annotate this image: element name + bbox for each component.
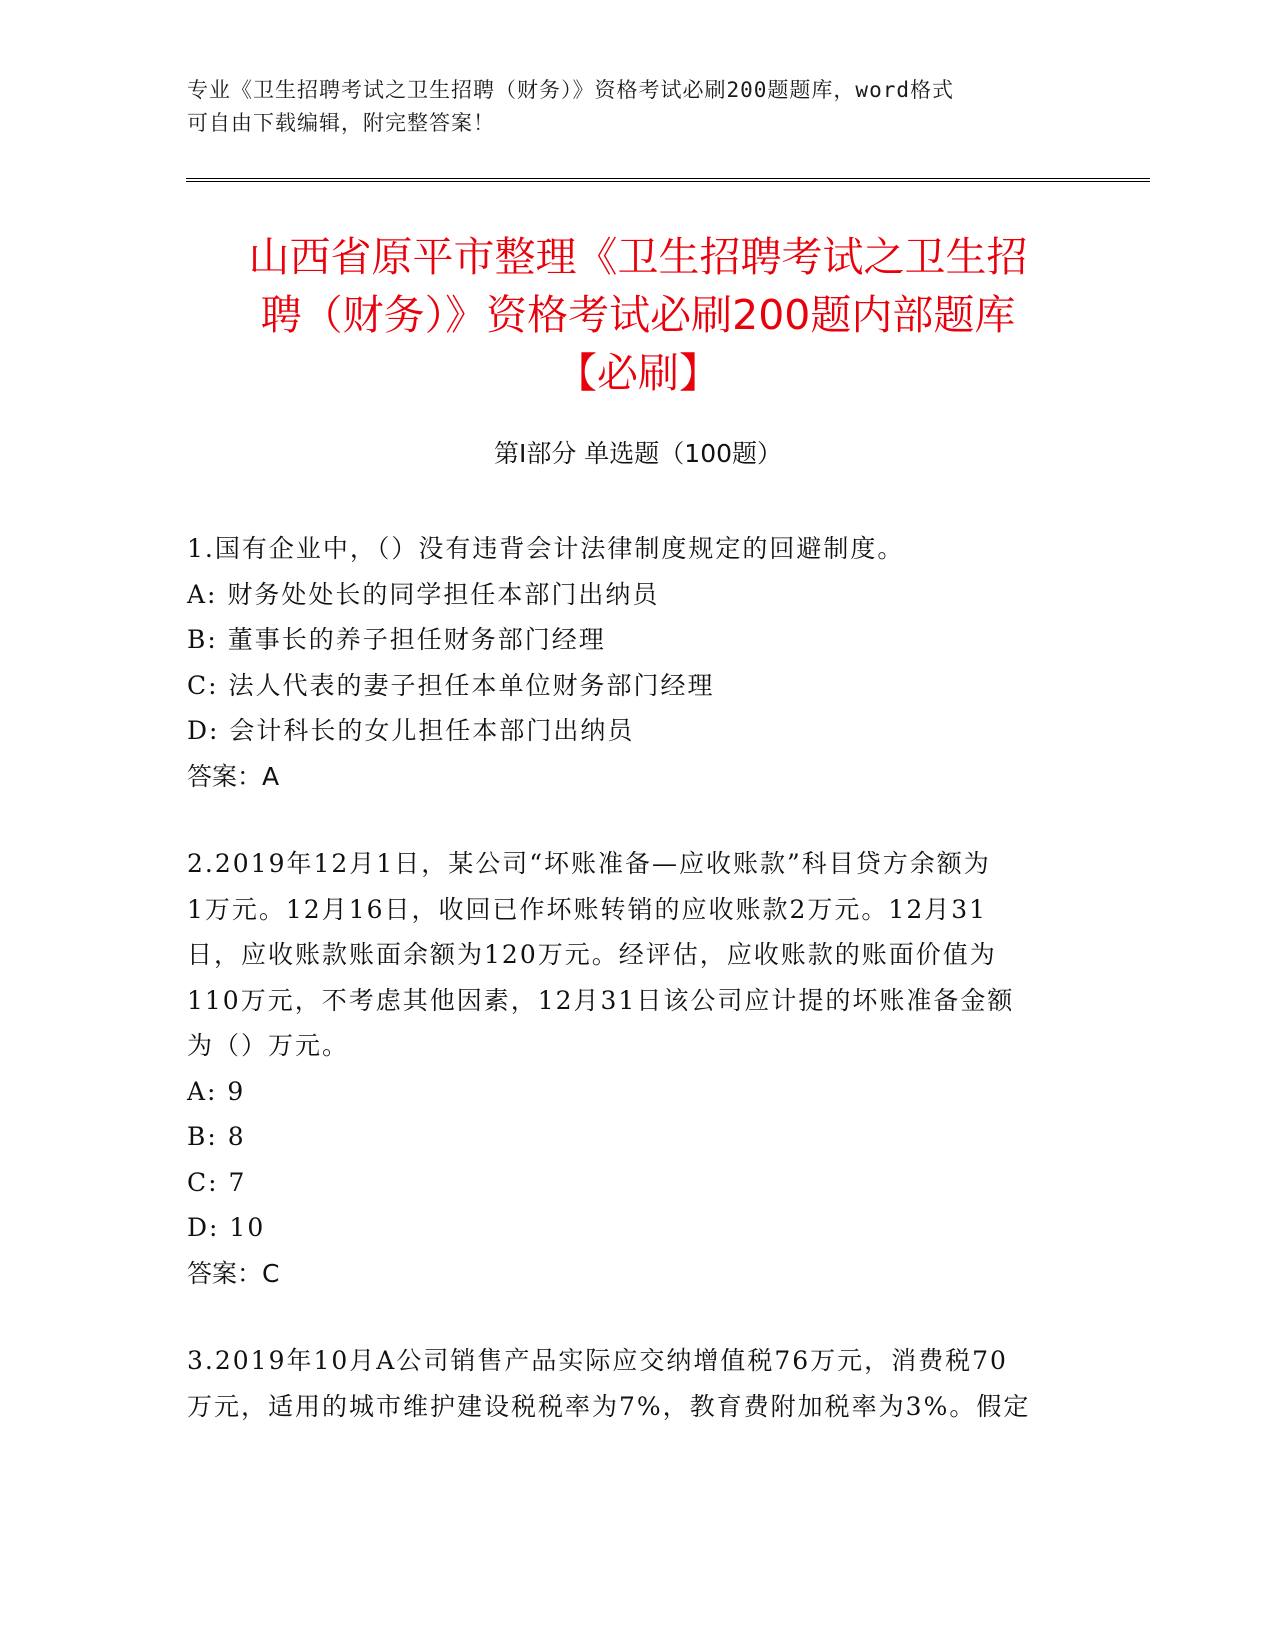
document-title-line-2: 聘（财务）》资格考试必刷200题内部题库 xyxy=(260,291,1016,339)
document-title-line-1: 山西省原平市整理《卫生招聘考试之卫生招 xyxy=(248,233,1028,281)
header-note xyxy=(187,74,1067,140)
option-b: B: 董事长的养子担任财务部门经理 xyxy=(187,625,606,654)
option-c: C: 法人代表的妻子担任本单位财务部门经理 xyxy=(187,670,715,700)
document-title xyxy=(150,228,1126,402)
answer: 答案：A xyxy=(187,761,280,791)
option-d: D: 会计科长的女儿担任本部门出纳员 xyxy=(187,716,635,745)
header-divider xyxy=(186,178,1150,182)
document-title-line-3: 【必刷】 xyxy=(556,349,720,397)
question-stem-line: 日，应收账款账面余额为120万元。经评估，应收账款的账面价值为 xyxy=(187,940,997,969)
question-stem-line: 万元，适用的城市维护建设税税率为7%，教育费附加税率为3%。假定 xyxy=(187,1391,1031,1421)
option-a: A: 9 xyxy=(187,1076,246,1106)
question-3 xyxy=(187,1338,1087,1429)
option-b: B: 8 xyxy=(187,1122,246,1151)
question-stem-line: 2.2019年12月1日，某公司“坏账准备—应收账款”科目贷方余额为 xyxy=(187,849,991,878)
question-stem-line: 3.2019年10月A公司销售产品实际应交纳增值税76万元，消费税70 xyxy=(187,1346,1008,1375)
option-c: C: 7 xyxy=(187,1167,247,1197)
question-stem-line: 1万元。12月16日，收回已作坏账转销的应收账款2万元。12月31 xyxy=(187,894,988,924)
question-stem-line: 110万元，不考虑其他因素，12月31日该公司应计提的坏账准备金额 xyxy=(187,985,1015,1015)
answer: 答案：C xyxy=(187,1258,280,1288)
question-1 xyxy=(187,526,1087,799)
question-stem: 1.国有企业中，（）没有违背会计法律制度规定的回避制度。 xyxy=(187,534,905,563)
section-title: 第Ⅰ部分 单选题（100题） xyxy=(493,439,783,468)
option-d: D: 10 xyxy=(187,1213,266,1242)
question-stem-line: 为（）万元。 xyxy=(187,1031,350,1060)
header-note-line-2: 可自由下载编辑，附完整答案！ xyxy=(187,111,495,135)
question-2 xyxy=(187,841,1087,1296)
option-a: A: 财务处处长的同学担任本部门出纳员 xyxy=(187,579,660,609)
question-list xyxy=(187,526,1087,1471)
header-note-line-1: 专业《卫生招聘考试之卫生招聘（财务）》资格考试必刷200题题库，word格式 xyxy=(187,78,954,102)
